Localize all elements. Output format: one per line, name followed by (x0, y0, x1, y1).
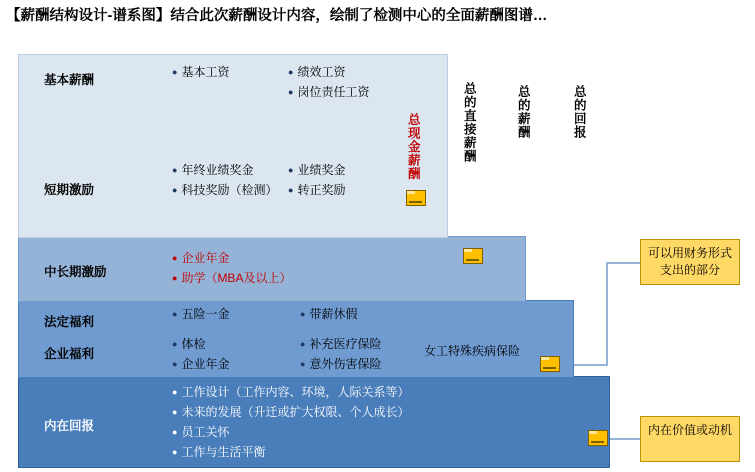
page-title: 【薪酬结构设计-谱系图】结合此次薪酬设计内容，绘制了检测中心的全面薪酬图谱… (6, 8, 548, 24)
note-finance-expense: 可以用财务形式支出的部分 (640, 239, 740, 285)
list-mid-long: ● 企业年金 ● 助学（MBA及以上） (172, 248, 291, 288)
list-short-term-col1: ● 年终业绩奖金 ● 科技奖励（检测） (172, 160, 277, 200)
list-base-col2: ● 绩效工资 ● 岗位责任工资 (288, 62, 369, 102)
row-label-statutory-benefit: 法定福利 (44, 315, 95, 329)
label-women-disease-insurance: 女工特殊疾病保险 (424, 344, 521, 358)
list-short-term-col2: ● 业绩奖金 ● 转正奖励 (288, 160, 345, 200)
connector-line-intrinsic (606, 438, 642, 440)
vertical-label-total-salary: 总的薪酬 (516, 85, 531, 139)
list-corporate-col2: ● 补充医疗保险 ● 意外伤害保险 (300, 334, 381, 374)
vertical-label-total-direct: 总的直接薪酬 (462, 81, 477, 163)
folder-icon (588, 430, 608, 446)
list-intrinsic: ● 工作设计（工作内容、环境，人际关系等） ● 未来的发展（升迁或扩大权限、个人成长） ● 员工关怀 ● 工作与生活平衡 (172, 382, 409, 462)
compensation-spectrum-diagram (0, 26, 755, 472)
folder-icon (406, 190, 426, 206)
row-label-short-term: 短期激励 (44, 183, 95, 197)
row-label-base-pay: 基本薪酬 (44, 73, 95, 87)
row-label-corporate-benefit: 企业福利 (44, 347, 95, 361)
list-corporate-col1: ● 体检 ● 企业年金 (172, 334, 229, 374)
list-base-col1: ● 基本工资 (172, 62, 229, 82)
folder-icon (463, 248, 483, 264)
vertical-label-total-cash: 总现金薪酬 (406, 113, 421, 181)
note-intrinsic-value: 内在价值或动机 (640, 416, 740, 462)
folder-icon (540, 356, 560, 372)
list-statutory-col2: ● 带薪休假 (300, 304, 357, 324)
row-label-intrinsic-return: 内在回报 (44, 419, 95, 433)
list-statutory-col1: ● 五险一金 (172, 304, 229, 324)
vertical-label-total-return: 总的回报 (572, 85, 587, 139)
connector-line-finance-h (608, 262, 642, 264)
connector-line-finance-v (606, 262, 608, 366)
panel-benefits (18, 300, 574, 378)
row-label-mid-long: 中长期激励 (44, 265, 107, 279)
